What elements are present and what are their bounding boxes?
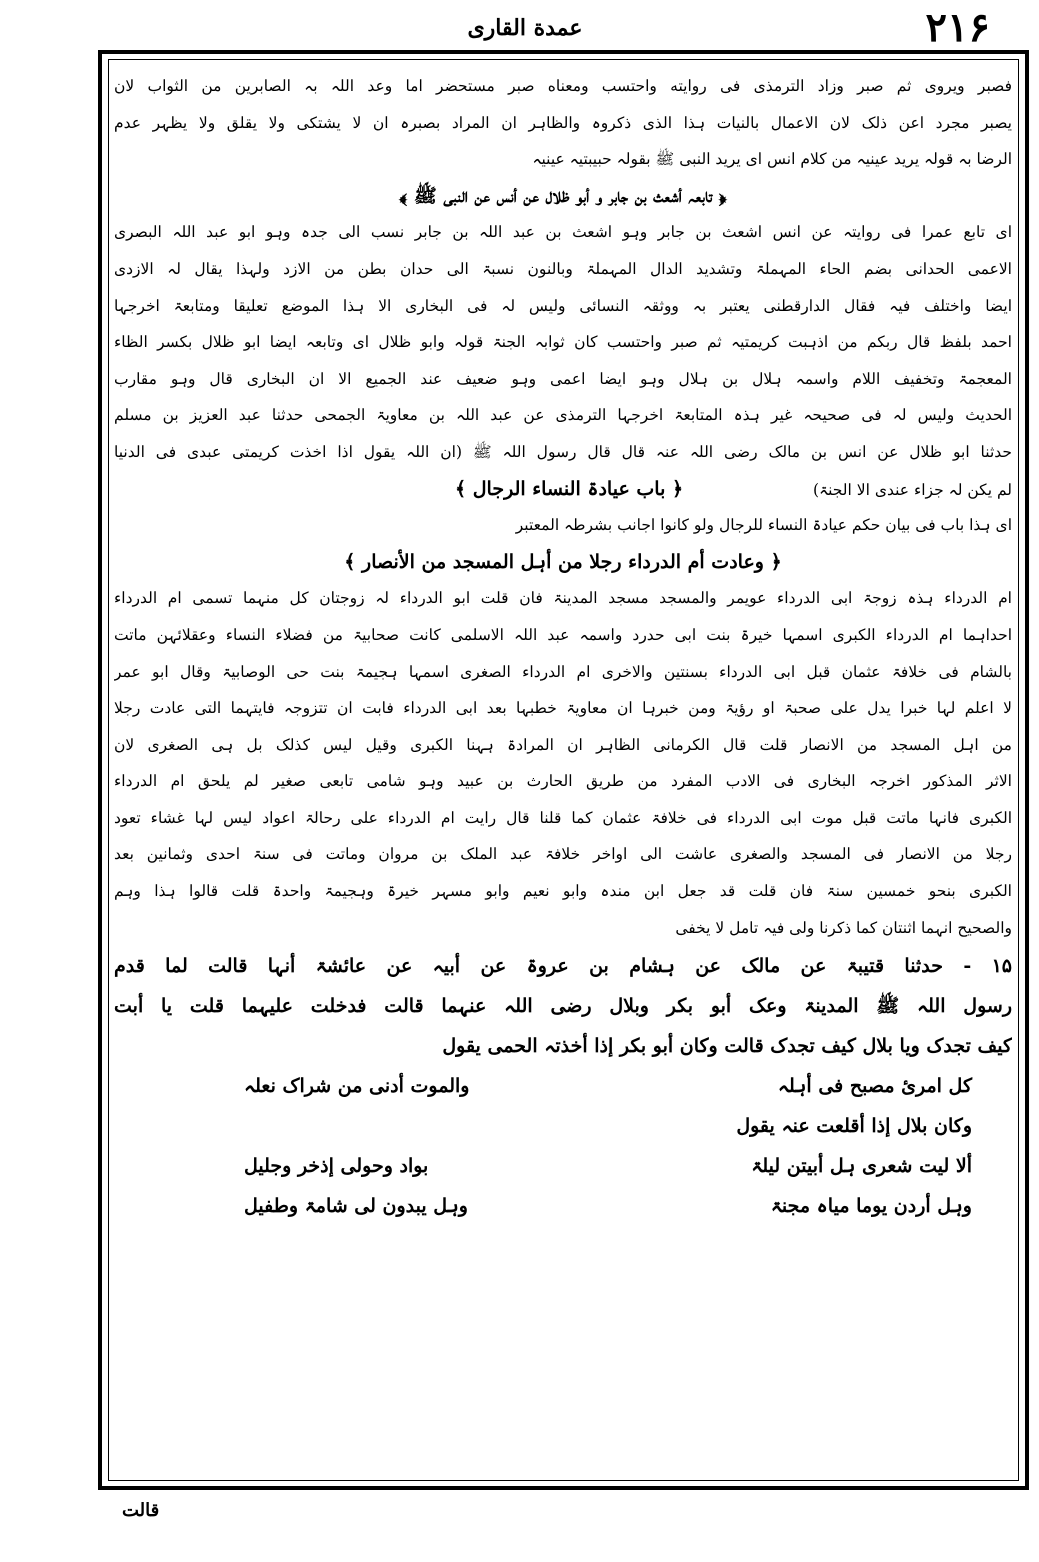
verse-hemistich-left: وہل یبدون لی شامۃ وطفیل [244,1195,468,1218]
verse-hemistich-right: ألا لیت شعری ہل أبیتن لیلۃ [751,1155,972,1178]
hadith-line: کیف تجدک ویا بلال کیف تجدک قالت وکان أبو بکر إذا أخذتہ الحمی یقول [442,1035,1012,1058]
section-heading: ﴿ تابعہ أشعث بن جابر و أبو ظلال عن أنس عن النبی ﷺ ﴾ [399,184,727,207]
text-line: ای تابع عمرا فی روایتہ عن انس اشعث بن جابر وہو اشعث بن عبد اللہ بن جابر نسب الی جدہ وہو ابو عبد اللہ البصری [114,223,1012,242]
verse-hemistich-right: کل امرئ مصبح فی أہلہ [777,1075,972,1098]
verse-hemistich-left: والموت أدنی من شراک نعلہ [244,1075,470,1098]
page-body [114,68,1012,1476]
verse-hemistich-right: وہل أردن یوما میاہ مجنۃ [770,1195,972,1218]
text-line: الاعمی الحدانی بضم الحاء المہملۃ وتشدید الدال المہملۃ وبالنون نسبۃ الی حدان بطن من الازد ولہذا یقال لہ الازدی [114,259,1012,278]
text-line: فصبر ویروی ثم صبر وزاد الترمذی فی روایته واحتسب ومعناه صبر مستحضر اما وعد اللہ بہ الصابرین من الثواب لان [114,77,1012,95]
verse-row [114,1186,1012,1226]
text-line: احمد بلفظ قال ربکم من اذہبت کریمتیہ ثم صبر واحتسب کان ثوابہ الجنۃ قولہ وابو ظلال ای وتابعہ ایضا ابو ظلال بکسر الظاء [114,333,1012,352]
text-segment: لم یکن لہ جزاء عندی الا الجنۃ) [813,480,1012,499]
bab-heading: ﴿ باب عیادۃ النساء الرجال ﴾ [455,477,684,500]
verse-hemistich-left: بواد وحولی إذخر وجلیل [244,1155,429,1178]
text-line: ای ہذا باب فی بیان حکم عیادۃ النساء للرجال ولو کانوا اجانب بشرطہ المعتبر [515,516,1012,535]
text-line: ایضا واختلف فیہ فقال الدارقطنی یعتبر بہ ووثقہ النسائی ولیس لہ فی البخاری الا ہذا الموضع تعلیقا ومتابعۃ اخرجہا [114,296,1012,315]
text-line: الکبری فانہا ماتت قبل موت ابی الدرداء فی خلافۃ عثمان کما قلنا قال رایت ام الدرداء علی رحالۃ اعواد لیس لہا غشاء تعود [114,808,1012,827]
text-line: بالشام فی خلافۃ عثمان قبل ابی الدرداء بسنتین والاخری ام الدرداء الصغری اسمہا ہجیمۃ بنت حی الوصابیۃ وقال ابو عمر [114,662,1012,681]
text-line: ام الدرداء ہذہ زوجۃ ابی الدرداء عویمر والمسجد مسجد المدینۃ فان قلت ابو الدرداء لہ زوجتان کل منہما تسمی ام الدرداء [114,589,1012,608]
hadith-text: حدثنا قتیبۃ عن مالک عن ہشام بن عروۃ عن أبیہ عن عائشۃ أنہا قالت لما قدم [114,955,943,978]
verse-intro [114,1106,1012,1146]
text-line: المعجمۃ وتخفیف اللام واسمہ ہلال بن ہلال وہو ایضا اعمی وہو ضعیف عند الجمیع الا ان البخاری قال وہو مقارب [114,369,1012,388]
catchword: قالت [122,1500,160,1521]
book-title: عمدة القاری [467,15,583,41]
text-line: الاثر المذکور اخرجہ البخاری فی الادب المفرد من طریق الحارث بن عبید وہو شامی تابعی صغیر لم یلحق ام الدرداء [114,772,1012,791]
text-line: والصحیح انہما اثنتان کما ذکرنا ولی فیہ تامل لا یخفی [675,918,1012,937]
text-line: الحدیث ولیس لہ فی صحیحہ غیر ہذہ المتابعۃ اخرجہا الترمذی عن عبد اللہ بن معاویۃ الجمحی حدثنا عبد العزیز بن مسلم [114,406,1012,425]
text-line: من اہل المسجد من الانصار قلت قال الکرمانی الظاہر ان المرادۃ ہہنا الکبری وقیل لیس کذلک بل ہی الصغری لان [114,735,1012,754]
bilal-intro: وکان بلال إذا أقلعت عنہ یقول [736,1115,972,1138]
text-line: رجلا من الانصار فی المسجد والصغری عاشت الی اواخر خلافۃ عبد الملک بن مروان وماتت فی سنۃ احدی وثمانین بعد [114,845,1012,864]
hadith-line: رسول اللہ ﷺ المدینۃ وعک أبو بکر وبلال رضی اللہ عنہما قالت فدخلت علیہما قلت یا أبت [114,995,1012,1018]
verse-row [114,1146,1012,1186]
verse-row [114,1066,1012,1106]
page-number: ۲۱۶ [925,4,990,51]
hadith-number: ۱۵ [991,955,1012,978]
text-line: حدثنا ابو ظلال عن انس بن مالک رضی اللہ عنہ قال قال رسول اللہ ﷺ (ان اللہ یقول اذا اخذت کریمتی عبدی فی الدنیا [114,442,1012,461]
hadith-line: ۱۵ - حدثنا قتیبۃ عن مالک عن ہشام بن عروۃ عن أبیہ عن عائشۃ أنہا قالت لما قدم [114,955,1012,978]
section-heading: ﴿ وعادت أم الدرداء رجلا من أہل المسجد من الأنصار ﴾ [344,550,782,573]
text-line: احداہما ام الدرداء الکبری اسمہا خیرۃ بنت ابی حدرد واسمہ عبد اللہ الاسلمی کانت صحابیۃ من فضلاء النساء وعقلائہن ماتت [114,625,1012,644]
text-line: یصبر مجرد اعن ذلک لان الاعمال بالنیات ہذا الذی ذکروہ والظاہر ان المراد بصبرہ ان لا یشتکی ولا یقلق ولا یظہر عدم [114,113,1012,132]
text-line-with-bab [114,471,1012,508]
page-header [60,6,990,50]
text-line: الرضا بہ قولہ یرید عینیہ من کلام انس ای یرید النبی ﷺ بقولہ حبیبتیہ عینیہ [532,150,1012,169]
text-line: لا اعلم لہا خبرا یدل علی صحبۃ او رؤیۃ ومن خبرہا ان معاویۃ خطبہا بعد ابی الدرداء فابت ان تتزوجہ فایتہما التی عادت رجلا [114,699,1012,718]
text-line: الکبری بنحو خمسین سنۃ فان قلت قد جعل ابن مندہ وابو نعیم وابو مسہر خیرۃ وہجیمۃ واحدۃ قلت قالوا ہذا وہم [114,882,1012,901]
